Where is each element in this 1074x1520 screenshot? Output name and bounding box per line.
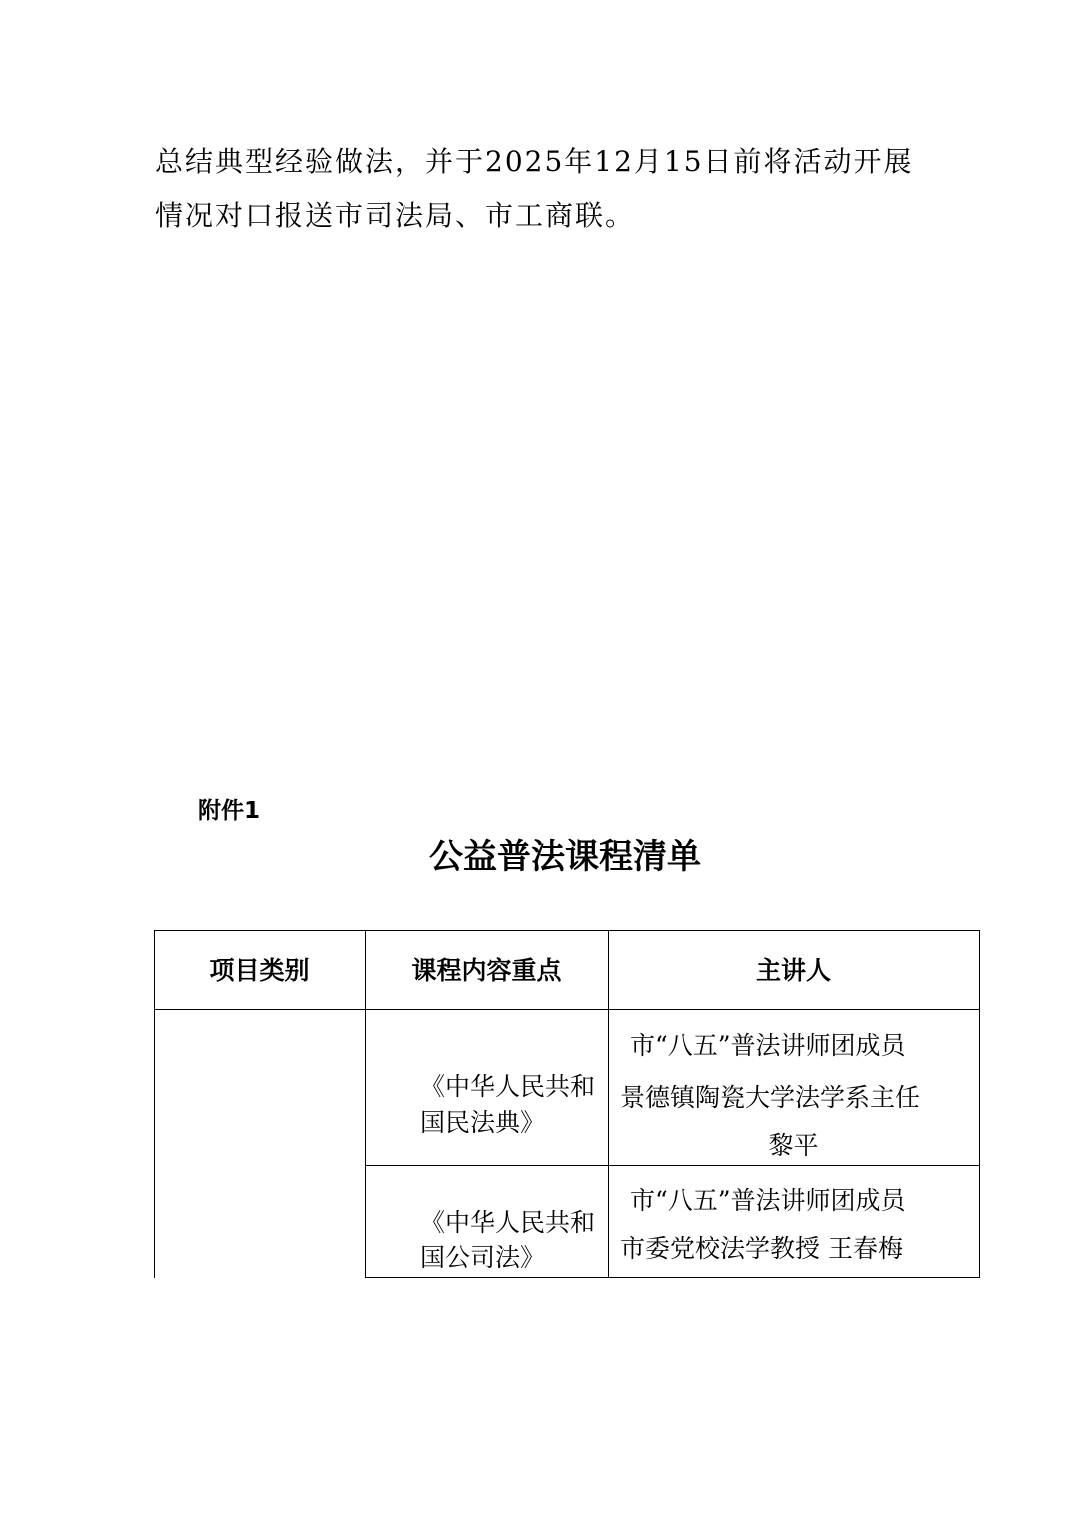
row2-content-line1: 《中华人民共和 <box>420 1208 596 1237</box>
header-category: 项目类别 <box>209 956 310 985</box>
body-text-line-2: 情况对口报送市司法局、市工商联。 <box>155 199 636 232</box>
table-border-right <box>979 930 980 1278</box>
row1-speaker-line1: 市“八五”普法讲师团成员 <box>630 1031 906 1060</box>
row2-content-line2: 国公司法》 <box>420 1243 546 1272</box>
header-content: 课程内容重点 <box>411 956 562 985</box>
document-title: 公益普法课程清单 <box>429 837 701 877</box>
header-speaker: 主讲人 <box>755 956 831 985</box>
table-border-top <box>154 930 980 931</box>
row1-speaker-line3: 黎平 <box>768 1131 819 1160</box>
row1-content-line1: 《中华人民共和 <box>420 1072 596 1101</box>
table-bottom-partial <box>365 1277 980 1278</box>
row1-speaker-line2: 景德镇陶瓷大学法学系主任 <box>620 1083 921 1112</box>
table-header-divider <box>154 1009 980 1010</box>
table-row-divider <box>365 1165 980 1166</box>
row1-content-line2: 国民法典》 <box>420 1108 546 1137</box>
row2-speaker-line1: 市“八五”普法讲师团成员 <box>630 1186 906 1215</box>
body-text-line-1: 总结典型经验做法，并于2025年12月15日前将活动开展 <box>155 145 914 178</box>
row2-speaker-line2: 市委党校法学教授 王春梅 <box>620 1234 903 1263</box>
attachment-label: 附件1 <box>198 798 261 824</box>
